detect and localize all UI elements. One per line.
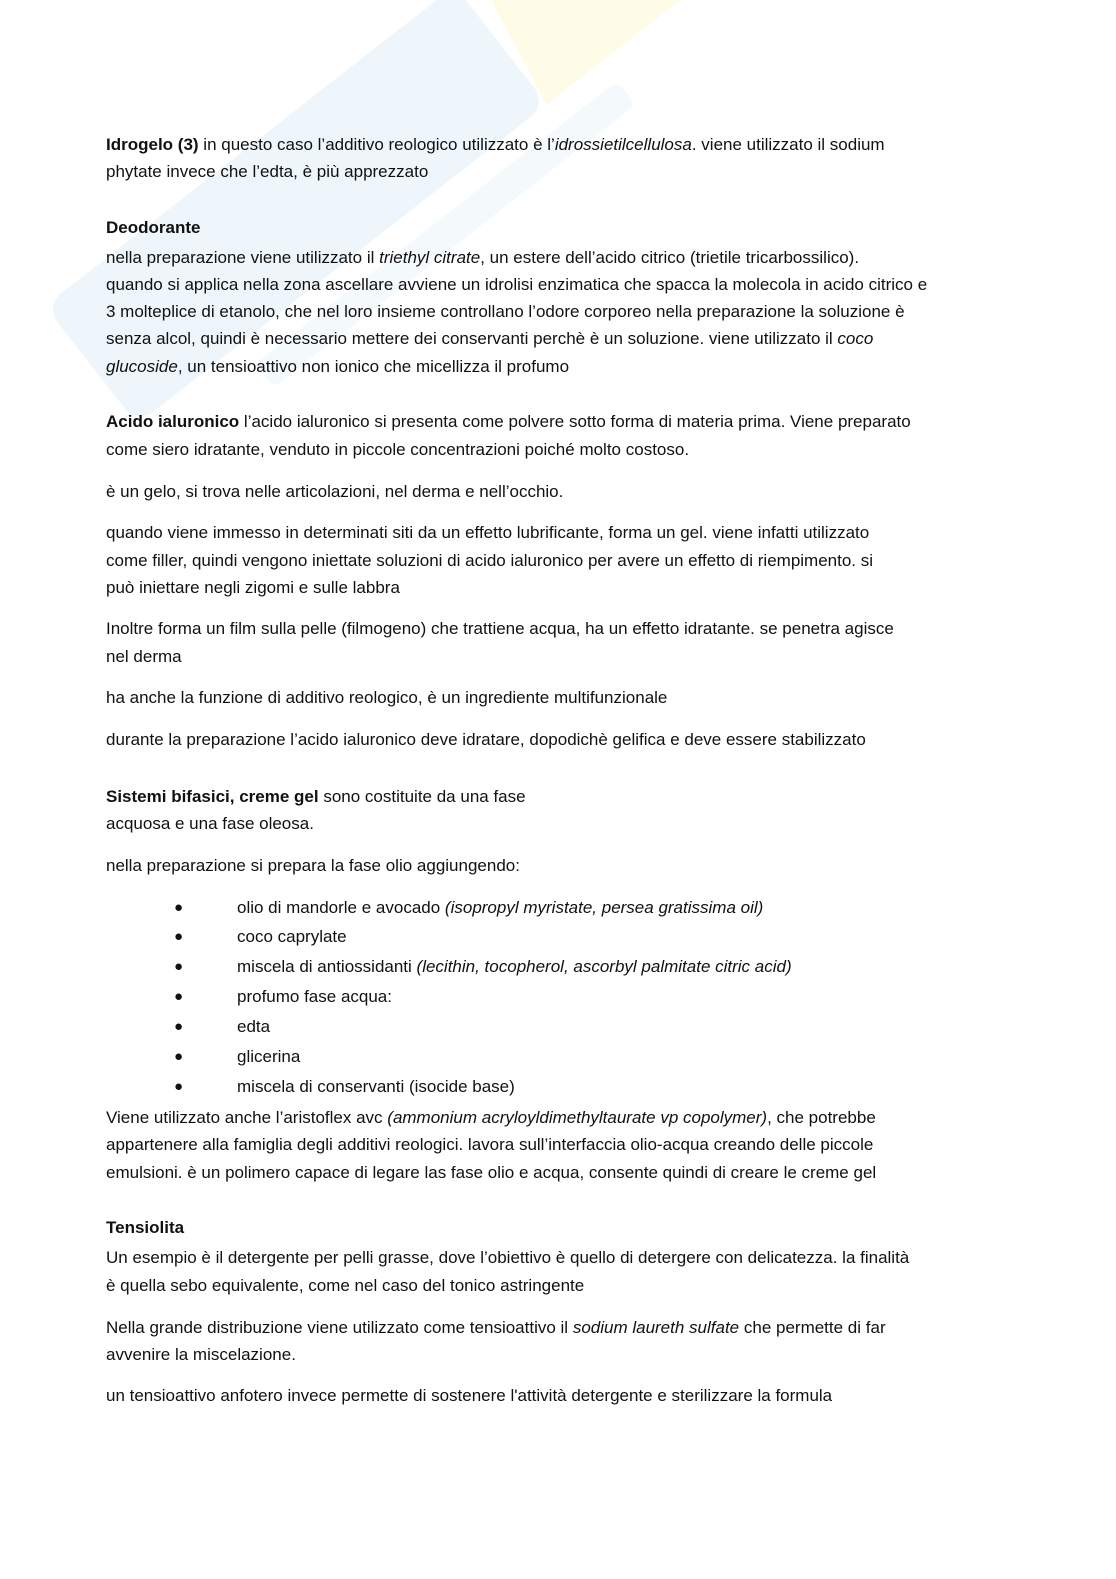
text-line xyxy=(106,855,520,877)
list-item xyxy=(237,956,792,978)
text-line xyxy=(106,247,859,269)
bullet-icon: ● xyxy=(174,1018,184,1035)
list-item xyxy=(237,926,347,948)
text-line xyxy=(106,411,911,433)
text-line xyxy=(106,161,428,183)
text-line xyxy=(106,729,866,751)
text-run: nella preparazione si prepara la fase olio aggiungendo: xyxy=(106,856,520,875)
bold-text: Idrogelo (3) xyxy=(106,135,199,154)
text-line xyxy=(106,646,182,668)
text-line xyxy=(106,134,885,156)
text-run: un tensioattivo anfotero invece permette di sostenere l'attività detergente e sterilizzare la formula xyxy=(106,1386,833,1405)
bold-text: Sistemi bifasici, creme gel xyxy=(106,787,319,806)
text-run: 3 molteplice di etanolo, che nel loro insieme controllano l’odore corporeo nella preparazione la soluzione è xyxy=(106,302,905,321)
text-run: miscela di conservanti (isocide base) xyxy=(237,1077,515,1096)
text-run: senza alcol, quindi è necessario mettere dei conservanti perchè è un soluzione. viene utilizzato il xyxy=(106,329,838,348)
text-run: l’acido ialuronico si presenta come polvere sotto forma di materia prima. Viene preparato xyxy=(239,412,911,431)
text-line xyxy=(106,356,569,378)
text-run: , che potrebbe xyxy=(767,1108,876,1127)
list-item xyxy=(237,1076,515,1098)
text-run: , un estere dell’acido citrico (trietile tricarbossilico). xyxy=(480,248,860,267)
text-run: Inoltre forma un film sulla pelle (filmogeno) che trattiene acqua, ha un effetto idratante. se penetra agisce xyxy=(106,619,894,638)
text-run: nel derma xyxy=(106,647,182,666)
bullet-icon: ● xyxy=(174,1078,184,1095)
text-run: edta xyxy=(237,1017,271,1036)
italic-text: glucoside xyxy=(106,357,178,376)
text-line xyxy=(106,1317,886,1339)
text-line xyxy=(106,618,894,640)
text-line xyxy=(106,813,314,835)
text-line xyxy=(106,1275,584,1297)
text-run: ha anche la funzione di additivo reologico, è un ingrediente multifunzionale xyxy=(106,688,668,707)
text-line xyxy=(106,1107,876,1129)
text-line xyxy=(106,550,873,572)
text-line xyxy=(106,274,927,296)
text-line xyxy=(106,328,873,350)
text-run: Nella grande distribuzione viene utilizzato come tensioattivo il xyxy=(106,1318,573,1337)
bullet-icon: ● xyxy=(174,988,184,1005)
text-run: è un gelo, si trova nelle articolazioni, nel derma e nell’occhio. xyxy=(106,482,564,501)
italic-text: coco xyxy=(837,329,874,348)
text-run: come siero idratante, venduto in piccole concentrazioni poiché molto costoso. xyxy=(106,440,690,459)
text-line xyxy=(106,1344,296,1366)
text-run: . viene utilizzato il sodium xyxy=(691,135,885,154)
text-run: quando viene immesso in determinati siti da un effetto lubrificante, forma un gel. viene infatti utilizzato xyxy=(106,523,870,542)
text-run: durante la preparazione l’acido ialuronico deve idratare, dopodichè gelifica e deve essere stabilizzato xyxy=(106,730,866,749)
text-run: acquosa e una fase oleosa. xyxy=(106,814,314,833)
text-line xyxy=(106,439,689,461)
text-run: avvenire la miscelazione. xyxy=(106,1345,296,1364)
bullet-icon: ● xyxy=(174,958,184,975)
bold-text: Tensiolita xyxy=(106,1218,185,1237)
text-run: è quella sebo equivalente, come nel caso del tonico astringente xyxy=(106,1276,585,1295)
text-run: olio di mandorle e avocado xyxy=(237,898,445,917)
text-run: che permette di far xyxy=(739,1318,886,1337)
bullet-icon: ● xyxy=(174,1048,184,1065)
text-line xyxy=(106,481,563,503)
text-run: profumo fase acqua: xyxy=(237,987,392,1006)
italic-text: (ammonium acryloyldimethyltaurate vp copolymer) xyxy=(387,1108,768,1127)
list-item xyxy=(237,897,763,919)
list-item xyxy=(237,986,392,1008)
text-line xyxy=(106,577,400,599)
text-run: può iniettare negli zigomi e sulle labbra xyxy=(106,578,400,597)
text-line xyxy=(106,301,905,323)
text-line xyxy=(106,1247,909,1269)
text-run: Viene utilizzato anche l’aristoflex avc xyxy=(106,1108,388,1127)
bold-text: Deodorante xyxy=(106,218,201,237)
italic-text: idrossietilcellulosa xyxy=(554,135,692,154)
bullet-icon: ● xyxy=(174,899,184,916)
text-run: in questo caso l’additivo reologico utilizzato è l’ xyxy=(198,135,555,154)
text-run: Un esempio è il detergente per pelli grasse, dove l’obiettivo è quello di detergere con delicatezza. la finalità xyxy=(106,1248,910,1267)
italic-text: (lecithin, tocopherol, ascorbyl palmitate citric acid) xyxy=(416,957,792,976)
text-line xyxy=(106,1217,184,1239)
text-line xyxy=(106,217,200,239)
italic-text: triethyl citrate xyxy=(379,248,481,267)
text-run: glicerina xyxy=(237,1047,301,1066)
list-item xyxy=(237,1016,270,1038)
bold-text: Acido ialuronico xyxy=(106,412,240,431)
text-run: sono costituite da una fase xyxy=(318,787,526,806)
text-run: appartenere alla famiglia degli additivi reologici. lavora sull’interfaccia olio-acqua creando delle piccole xyxy=(106,1135,874,1154)
text-line xyxy=(106,786,526,808)
text-run: phytate invece che l’edta, è più apprezzato xyxy=(106,162,429,181)
text-line xyxy=(106,522,869,544)
text-run: emulsioni. è un polimero capace di legare las fase olio e acqua, consente quindi di creare le creme gel xyxy=(106,1163,877,1182)
text-run: quando si applica nella zona ascellare avviene un idrolisi enzimatica che spacca la molecola in acido citrico e xyxy=(106,275,928,294)
text-line xyxy=(106,1385,832,1407)
text-run: miscela di antiossidanti xyxy=(237,957,417,976)
text-run: come filler, quindi vengono iniettate soluzioni di acido ialuronico per avere un effetto di riempimento. si xyxy=(106,551,874,570)
list-item xyxy=(237,1046,300,1068)
italic-text: sodium laureth sulfate xyxy=(572,1318,740,1337)
text-run: , un tensioattivo non ionico che micellizza il profumo xyxy=(177,357,570,376)
text-run: coco caprylate xyxy=(237,927,347,946)
text-line xyxy=(106,687,667,709)
text-line xyxy=(106,1162,876,1184)
italic-text: (isopropyl myristate, persea gratissima oil) xyxy=(444,898,764,917)
bullet-icon: ● xyxy=(174,928,184,945)
text-run: nella preparazione viene utilizzato il xyxy=(106,248,380,267)
text-line xyxy=(106,1134,873,1156)
